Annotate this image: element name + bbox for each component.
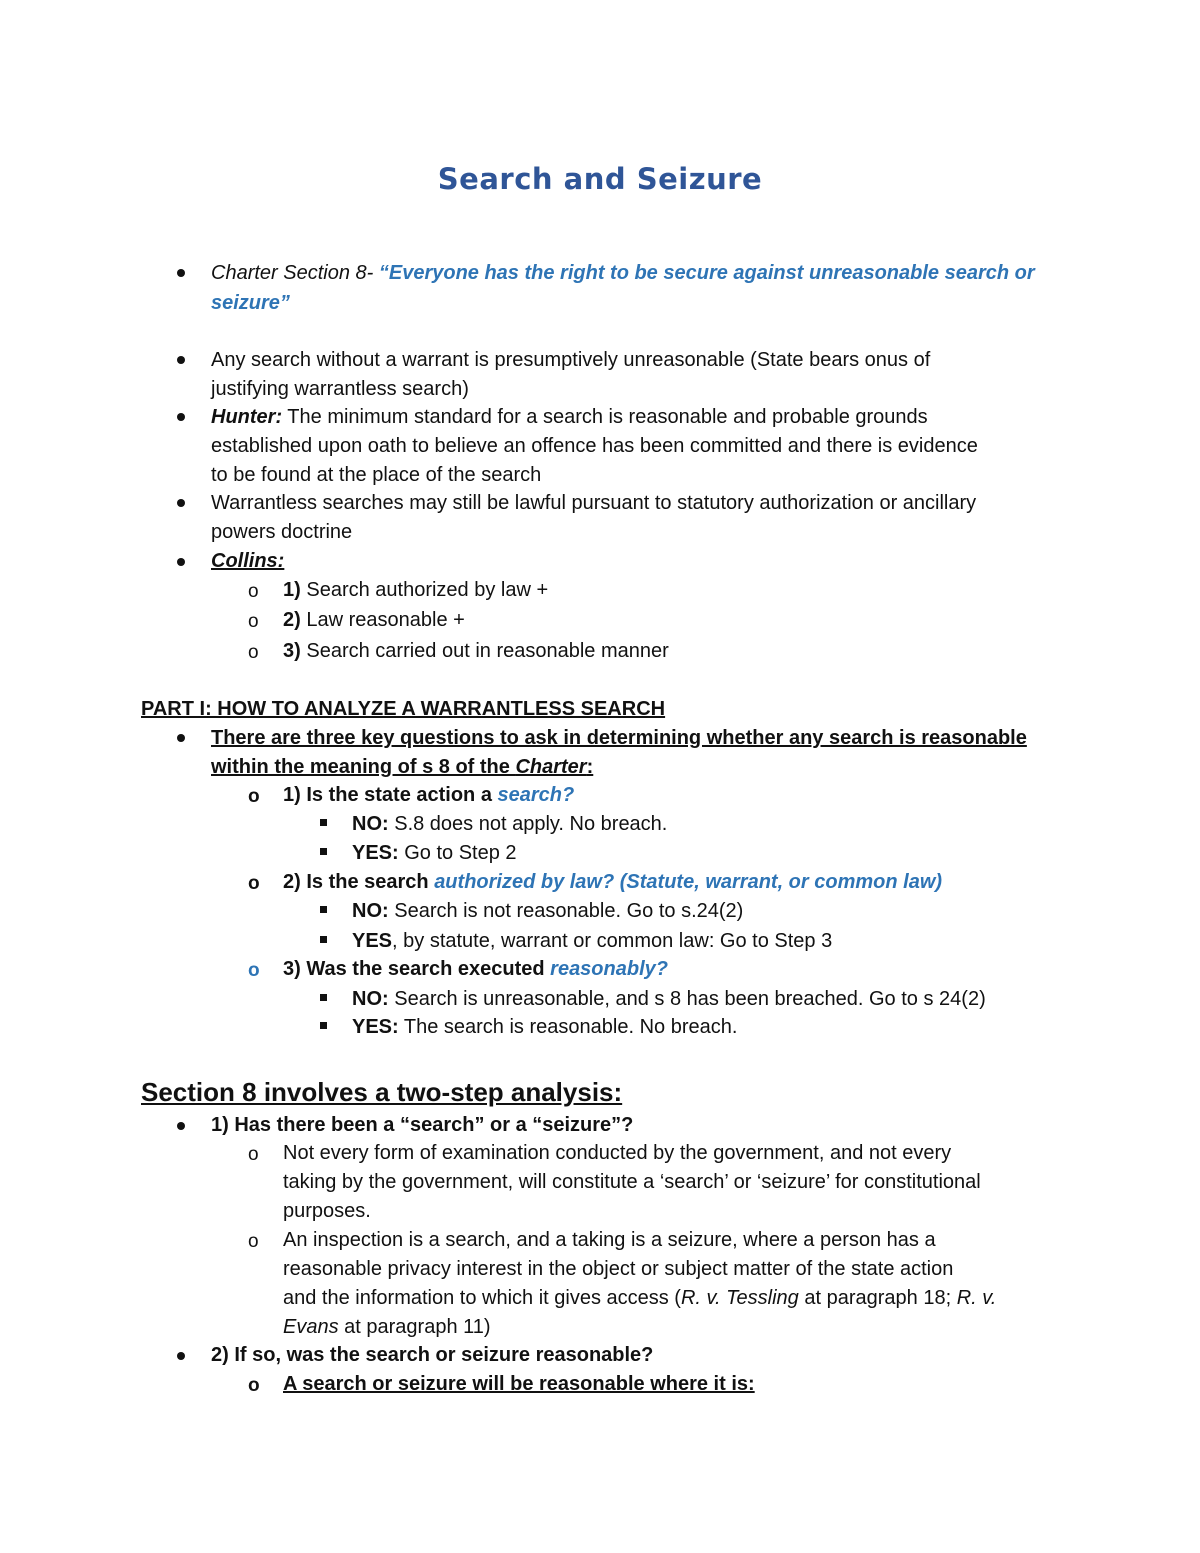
bullet-icon bbox=[177, 269, 185, 277]
question-3: 3) Was the search executed reasonably? bbox=[283, 958, 668, 980]
charter-quote-cont: seizure” bbox=[211, 292, 290, 314]
step1-point-b-line2: reasonable privacy interest in the object or subject matter of the state action bbox=[283, 1258, 954, 1280]
collins-item: 1) Search authorized by law + bbox=[283, 579, 549, 601]
warrantless-line2: powers doctrine bbox=[211, 521, 353, 543]
bullet-icon bbox=[177, 356, 185, 364]
collins-label: Collins: bbox=[211, 550, 285, 572]
square-bullet-icon bbox=[320, 994, 327, 1001]
collins-item: 2) Law reasonable + bbox=[283, 609, 465, 631]
circle-bullet-icon: o bbox=[248, 1231, 259, 1252]
section8-heading: Section 8 involves a two-step analysis: bbox=[141, 1077, 623, 1107]
question-1: 1) Is the state action a search? bbox=[283, 784, 575, 806]
collins-item: 3) Search carried out in reasonable manner bbox=[283, 640, 669, 662]
bullet-icon bbox=[177, 734, 185, 742]
circle-bullet-icon: o bbox=[248, 642, 259, 663]
hunter-line1: Hunter: The minimum standard for a search is reasonable and probable grounds bbox=[211, 406, 928, 428]
question-2: 2) Is the search authorized by law? (Statute, warrant, or common law) bbox=[283, 871, 943, 893]
bullet-icon bbox=[177, 499, 185, 507]
bullet-icon bbox=[177, 1352, 185, 1360]
square-bullet-icon bbox=[320, 1022, 327, 1029]
q1-yes: YES: Go to Step 2 bbox=[352, 842, 517, 864]
step1-point-b-line3: and the information to which it gives access (R. v. Tessling at paragraph 18; R. v. bbox=[283, 1287, 997, 1309]
step1-point-b-line1: An inspection is a search, and a taking is a seizure, where a person has a bbox=[283, 1229, 936, 1251]
hunter-line3: to be found at the place of the search bbox=[211, 464, 542, 486]
charter-line: Charter Section 8- “Everyone has the right to be secure against unreasonable search or bbox=[211, 262, 1035, 284]
circle-bullet-icon: o bbox=[248, 786, 260, 807]
warrantless-line1: Warrantless searches may still be lawful pursuant to statutory authorization or ancillary bbox=[211, 492, 977, 514]
circle-bullet-icon: o bbox=[248, 1375, 260, 1396]
square-bullet-icon bbox=[320, 906, 327, 913]
circle-bullet-icon: o bbox=[248, 581, 259, 602]
q2-no: NO: Search is not reasonable. Go to s.24(2) bbox=[352, 900, 744, 922]
step1-point-a-line2: taking by the government, will constitute a ‘search’ or ‘seizure’ for constitutional bbox=[283, 1171, 981, 1193]
q2-yes: YES, by statute, warrant or common law: Go to Step 3 bbox=[352, 930, 833, 952]
step1-point-b-line4: Evans at paragraph 11) bbox=[283, 1316, 491, 1338]
q3-yes: YES: The search is reasonable. No breach. bbox=[352, 1016, 738, 1038]
step2-point-a: A search or seizure will be reasonable where it is: bbox=[283, 1373, 755, 1395]
warrant-text-line1: Any search without a warrant is presumptively unreasonable (State bears onus of bbox=[211, 349, 931, 371]
q1-no: NO: S.8 does not apply. No breach. bbox=[352, 813, 668, 835]
circle-bullet-icon: o bbox=[248, 611, 259, 632]
circle-bullet-icon: o bbox=[248, 960, 260, 981]
square-bullet-icon bbox=[320, 848, 327, 855]
page-title: Search and Seizure bbox=[437, 162, 763, 196]
step1-point-a-line3: purposes. bbox=[283, 1200, 371, 1222]
warrant-text-line2: justifying warrantless search) bbox=[211, 378, 469, 400]
step-1: 1) Has there been a “search” or a “seizure”? bbox=[211, 1114, 634, 1136]
square-bullet-icon bbox=[320, 936, 327, 943]
step1-point-a-line1: Not every form of examination conducted by the government, and not every bbox=[283, 1142, 952, 1164]
part1-lead-line2: within the meaning of s 8 of the Charter: bbox=[211, 756, 594, 778]
bullet-icon bbox=[177, 558, 185, 566]
circle-bullet-icon: o bbox=[248, 873, 260, 894]
part1-lead-line1: There are three key questions to ask in determining whether any search is reasonable bbox=[211, 727, 1027, 749]
square-bullet-icon bbox=[320, 819, 327, 826]
part1-heading: PART I: HOW TO ANALYZE A WARRANTLESS SEARCH bbox=[141, 698, 666, 720]
hunter-line2: established upon oath to believe an offence has been committed and there is evidence bbox=[211, 435, 978, 457]
bullet-icon bbox=[177, 1122, 185, 1130]
q3-no: NO: Search is unreasonable, and s 8 has been breached. Go to s 24(2) bbox=[352, 988, 986, 1010]
bullet-icon bbox=[177, 413, 185, 421]
circle-bullet-icon: o bbox=[248, 1144, 259, 1165]
step-2: 2) If so, was the search or seizure reasonable? bbox=[211, 1344, 654, 1366]
